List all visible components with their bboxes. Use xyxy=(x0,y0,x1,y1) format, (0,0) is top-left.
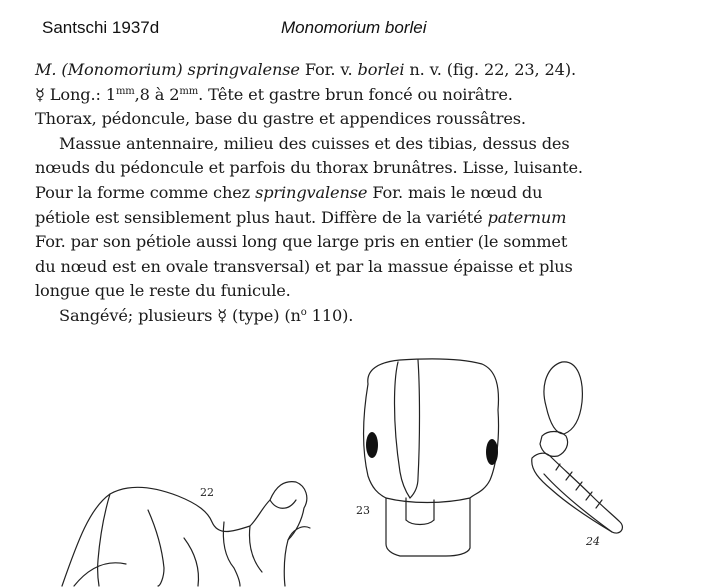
figure-22-label: 22 xyxy=(200,486,214,499)
figure-22-thorax-profile xyxy=(62,482,310,586)
text-span: (type) (n xyxy=(232,305,301,325)
figure-24-gaster xyxy=(532,362,623,533)
species-name: springvalense xyxy=(255,182,368,202)
text-span: pétiole est sensiblement plus haut. Diffère de la variété xyxy=(35,207,483,227)
right-eye-icon xyxy=(486,439,498,465)
author-text: For. v. xyxy=(304,60,353,79)
unit-sup: mm xyxy=(115,85,135,97)
para2-line-6: du nœud est en ovale transversal) et par la massue épaisse et plus xyxy=(35,256,573,276)
text-span: Sangévé; plusieurs xyxy=(59,305,213,325)
variety-name: paternum xyxy=(487,207,567,227)
length-text: ,8 à 2 xyxy=(134,84,180,104)
subgenus-name: (Monomorium) xyxy=(61,60,183,79)
para2-line-1: Massue antennaire, milieu des cuisses et des tibias, dessus des xyxy=(59,133,570,153)
variety-name: borlei xyxy=(357,60,405,79)
compound-eyes xyxy=(366,432,498,465)
unit-sup: mm xyxy=(179,85,199,97)
figure-23-label: 23 xyxy=(356,504,370,517)
figure-reference: n. v. (fig. 22, 23, 24). xyxy=(409,60,576,79)
para2-line-2: nœuds du pédoncule et parfois du thorax brunâtres. Lisse, luisante. xyxy=(35,158,583,178)
genus-name: M. xyxy=(35,60,57,79)
worker-symbol-icon: ☿ xyxy=(217,305,228,325)
para2-line-5: For. par son pétiole aussi long que large pris en entier (le sommet xyxy=(35,232,568,252)
thorax-line: Thorax, pédoncule, base du gastre et appendices roussâtres. xyxy=(35,109,526,129)
text-span: For. mais le nœud du xyxy=(372,182,543,202)
text-span: 110). xyxy=(306,305,354,325)
left-eye-icon xyxy=(366,432,378,458)
number-sup: o xyxy=(300,306,307,318)
para2-line-7: longue que le reste du funicule. xyxy=(35,281,291,301)
worker-symbol-icon: ☿ xyxy=(35,84,45,104)
figure-23-head xyxy=(364,359,499,556)
taxon-header: Monomorium borlei xyxy=(281,18,427,37)
citation-header: Santschi 1937d xyxy=(42,18,160,37)
species-name: springvalense xyxy=(187,60,300,79)
text-span: Pour la forme comme chez xyxy=(35,182,251,202)
figure-24-label: 24 xyxy=(586,535,600,548)
length-text: Long.: 1 xyxy=(49,84,116,104)
color-text: . Tête et gastre brun foncé ou noirâtre. xyxy=(198,84,513,104)
